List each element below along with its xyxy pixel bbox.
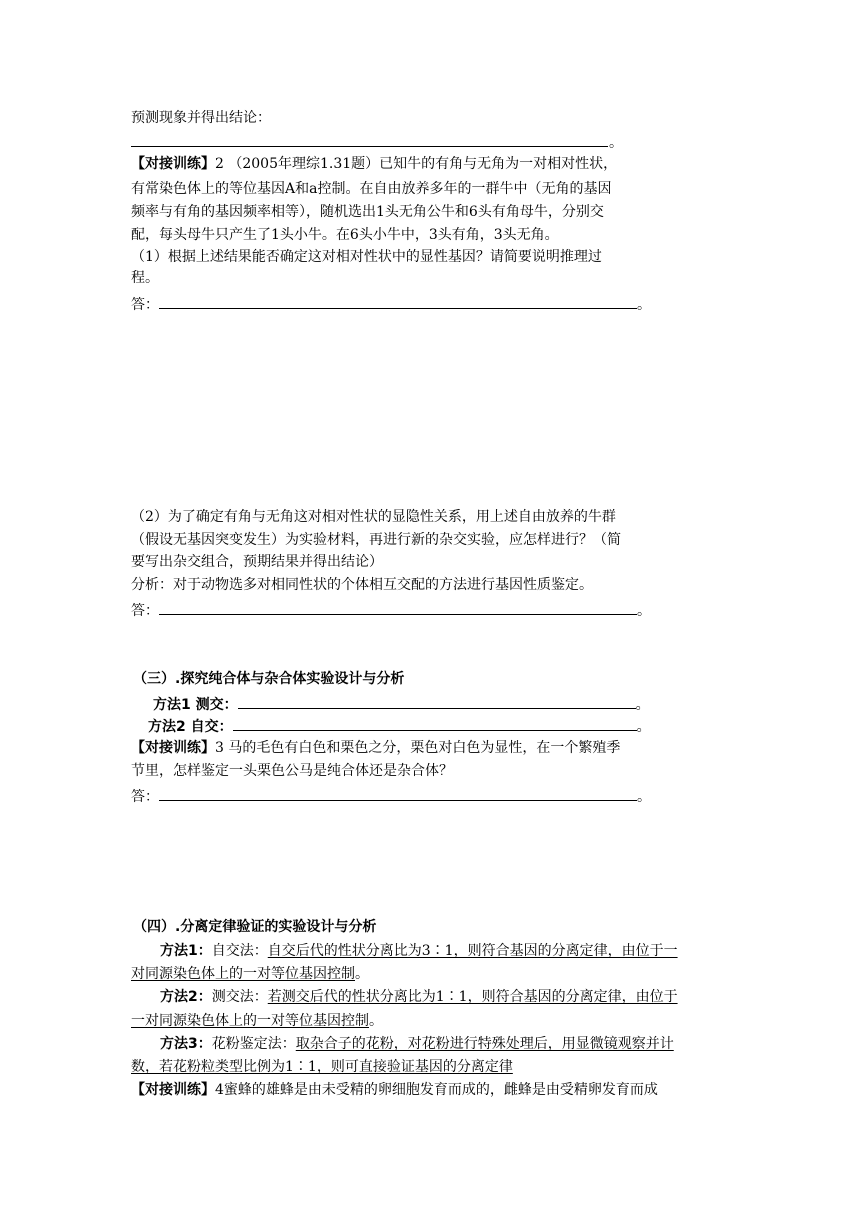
exercise-2-line-1 bbox=[131, 155, 617, 173]
answer-row bbox=[131, 600, 651, 620]
answer-blank[interactable] bbox=[159, 786, 637, 801]
method-2-row bbox=[148, 716, 651, 736]
period: 。 bbox=[609, 135, 623, 151]
answer-label: 答： bbox=[131, 297, 159, 313]
method-name: 测交法： bbox=[211, 989, 268, 1005]
question-2-line-2: （假设无基因突变发生）为实验材料，再进行新的杂交实验，应怎样进行？（简 bbox=[131, 532, 621, 548]
method-description: 一对同源染色体上的一对等位基因控制 bbox=[131, 1013, 369, 1029]
method-description: 若测交后代的性状分离比为1∶1，则符合基因的分离定律，由位于 bbox=[267, 989, 678, 1005]
exercise-2-line-2: 有常染色体上的等位基因A和a控制。在自由放养多年的一群牛中（无角的基因 bbox=[131, 181, 612, 197]
method-description: 对同源染色体上的一对等位基因控制 bbox=[131, 966, 355, 982]
exercise-text: 4蜜蜂的雄蜂是由未受精的卵细胞发育而成的，雌蜂是由受精卵发育而成 bbox=[215, 1082, 658, 1098]
exercise-text: 2 （2005年理综1.31题）已知牛的有角与无角为一对相对性状， bbox=[215, 156, 618, 172]
exercise-3-line-1 bbox=[131, 739, 620, 757]
period: 。 bbox=[355, 966, 369, 982]
predict-label: 预测现象并得出结论： bbox=[131, 110, 271, 126]
method-3-line-1 bbox=[160, 1035, 674, 1053]
method-3-line-2 bbox=[131, 1058, 513, 1076]
answer-row bbox=[131, 786, 651, 806]
method-1-row bbox=[153, 694, 650, 714]
answer-blank-line bbox=[131, 146, 608, 147]
answer-label: 答： bbox=[131, 603, 159, 619]
exercise-2-line-3: 频率与有角的基因频率相等），随机选出1头无角公牛和6头有角母牛，分别交 bbox=[131, 204, 604, 220]
period: 。 bbox=[635, 697, 650, 713]
method-1-line-1 bbox=[160, 942, 678, 960]
method-2-line-2 bbox=[131, 1012, 383, 1030]
method-name: 花粉鉴定法： bbox=[211, 1036, 296, 1052]
exercise-tag: 【对接训练】 bbox=[131, 1082, 215, 1098]
question-1-line-2: 程。 bbox=[131, 270, 159, 286]
exercise-tag: 【对接训练】 bbox=[131, 156, 215, 172]
method-label: 方法2： bbox=[160, 989, 212, 1005]
method-2-line-1 bbox=[160, 988, 678, 1006]
exercise-tag: 【对接训练】 bbox=[131, 740, 215, 756]
period: 。 bbox=[637, 297, 651, 313]
exercise-2-line-4: 配，每头母牛只产生了1头小牛。在6头小牛中，3头有角，3头无角。 bbox=[131, 227, 559, 243]
method-name: 自交法： bbox=[211, 943, 268, 959]
method-description: 取杂合子的花粉，对花粉进行特殊处理后，用显微镜观察并计 bbox=[295, 1036, 674, 1052]
method-description: 数，若花粉粒类型比例为1∶1，则可直接验证基因的分离定律 bbox=[131, 1059, 513, 1075]
period: 。 bbox=[637, 603, 651, 619]
period: 。 bbox=[369, 1013, 383, 1029]
question-1-line-1: （1）根据上述结果能否确定这对相对性状中的显性基因？请简要说明推理过 bbox=[131, 249, 602, 265]
answer-blank[interactable] bbox=[159, 294, 637, 309]
analysis-text: 分析：对于动物选多对相同性状的个体相互交配的方法进行基因性质鉴定。 bbox=[131, 577, 593, 593]
exercise-4-line-1 bbox=[131, 1081, 658, 1099]
method-label: 方法3： bbox=[160, 1036, 212, 1052]
answer-row bbox=[131, 294, 651, 314]
period: 。 bbox=[636, 719, 651, 735]
exercise-3-line-2: 节里，怎样鉴定一头栗色公马是纯合体还是杂合体？ bbox=[131, 763, 453, 779]
period: 。 bbox=[637, 789, 651, 805]
method-2-blank[interactable] bbox=[233, 716, 637, 731]
answer-label: 答： bbox=[131, 789, 159, 805]
method-label: 方法1： bbox=[160, 943, 212, 959]
section-4-heading: （四）.分离定律验证的实验设计与分析 bbox=[133, 919, 377, 935]
question-2-line-3: 要写出杂交组合，预期结果并得出结论） bbox=[131, 554, 383, 570]
section-3-heading: （三）.探究纯合体与杂合体实验设计与分析 bbox=[133, 671, 405, 687]
question-2-line-1: （2）为了确定有角与无角这对相对性状的显隐性关系，用上述自由放养的牛群 bbox=[131, 509, 616, 525]
exercise-text: 3 马的毛色有白色和栗色之分，栗色对白色为显性，在一个繁殖季 bbox=[215, 740, 621, 756]
method-1-label: 方法1 测交： bbox=[153, 697, 238, 713]
method-2-label: 方法2 自交： bbox=[148, 719, 233, 735]
method-description: 自交后代的性状分离比为3∶1，则符合基因的分离定律，由位于一 bbox=[267, 943, 678, 959]
answer-blank[interactable] bbox=[159, 600, 637, 615]
method-1-blank[interactable] bbox=[238, 694, 636, 709]
method-1-line-2 bbox=[131, 965, 369, 983]
